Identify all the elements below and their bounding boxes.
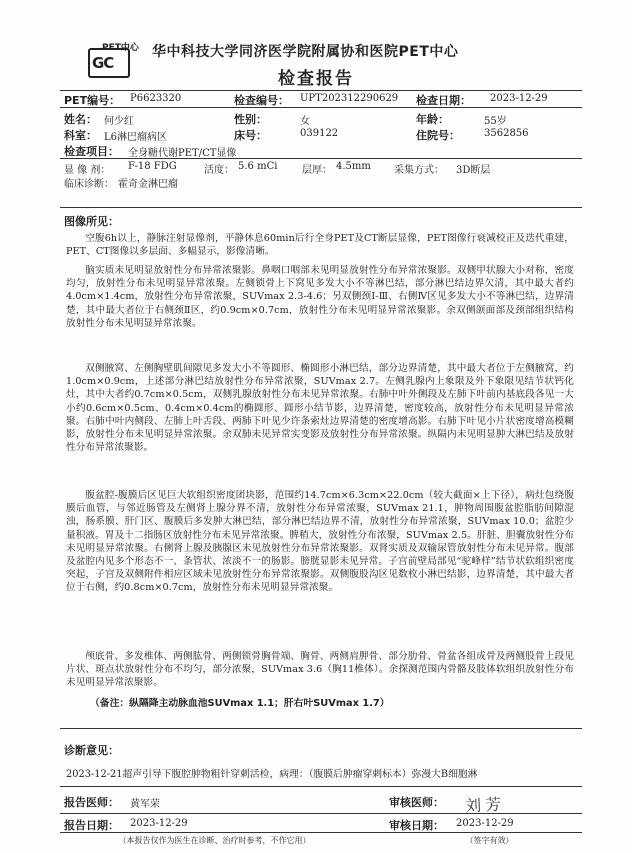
report-title: 检查报告 [278, 69, 354, 89]
findings-paragraph: 双侧腋窝、左侧胸壁肌间隙见多发大小不等圆形、椭圆形小淋巴结，部分边界清楚，其中最大者位于左侧腋窝，约1.0cm×0.9cm，上述部分淋巴结放射性分布异常浓聚，SUVmax 2.7。左侧乳腺内上象限及外下象限见结节状钙化灶，其中大者约0.7cm×0.5cm，双侧乳腺放射性分布未见异常浓聚。右肺中叶外侧段及左肺下叶前内基底段各见一大小约0.6cm×0.5cm、0.4cm×0.4cm的椭圆形、圆形小结节影，边界清楚，密度较高，放射性分布未见明显异常浓聚。右肺中叶内侧段、左肺上叶舌段、两肺下叶见少许条索灶边界清楚的密度增高影。右肺下叶见小片状密度增高模糊影，放射性分布未见明显异常浓聚。余双肺未见异常实变影及放射性分布异常浓聚。纵隔内未见明显肿大淋巴结及放射性分布异常浓聚影。 [66, 363, 574, 454]
reviewer-label: 审核医师： [389, 796, 444, 809]
patient-row-1 [64, 111, 578, 125]
clinical-row [64, 175, 578, 189]
exam-date-label: 检查日期： [416, 94, 471, 107]
findings-paragraph: 腹盆腔-腹膜后区见巨大软组织密度团块影，范围约14.7cm×6.3cm×22.0cm（较大截面×上下径），病灶包绕腹膜后血管，与邻近肠管及左侧肾上腺分界不清，放射性分布异常浓聚，SUVmax 21.1，肿物周围腹盆腔脂肪间隙混浊，肠系膜、肝门区、腹膜后多发肿大淋巴结，部分淋巴结边界不清，放射性分布异常浓聚，SUVmax 10.0；盆腔少量积液。胃及十二指肠区放射性分布未见异常浓聚。脾稍大，放射性分布浓聚，SUVmax 2.5。肝脏、胆囊放射性分布未见明显异常浓聚。右侧肾上腺及胰腺区未见放射性分布异常浓聚影。双肾实质及双输尿管放射性分布未见异常。腹部及盆腔内见多个形态不一、条管状、浓淡不一的肠影。膀胱显影未见异常。子宫前壁局部见“驼峰样”结节状软组织密度突起，子宫及双侧附件相应区域未见放射性分布异常浓聚影。双侧腹股沟区见数枚小淋巴结影，边界清楚，其中最大者位于右侧，约0.8cm×0.7cm，放射性分布未见明显异常浓聚。 [66, 490, 574, 594]
sex-label: 性别： [234, 113, 267, 126]
meta-row [64, 92, 578, 106]
diagnosis-heading: 诊断意见： [64, 744, 119, 757]
dept-label: 科室： [64, 129, 97, 142]
exam-date: 2023-12-29 [490, 93, 548, 104]
slice-label: 层厚： [302, 165, 332, 176]
patient-row-2 [64, 127, 578, 141]
divider [60, 107, 582, 108]
patient-name: 何少红 [104, 116, 134, 127]
divider [60, 832, 582, 833]
divider [60, 813, 582, 814]
patient-age: 55岁 [484, 116, 507, 127]
logo-mark: GC [92, 54, 114, 72]
doctor-label: 报告医师： [64, 796, 119, 809]
signature-valid-note: （签字有效） [465, 836, 514, 845]
logo-text: PET中心 [102, 43, 139, 53]
findings-heading: 图像所见： [64, 215, 119, 228]
pet-no: P6623320 [130, 93, 182, 104]
divider [60, 728, 582, 729]
divider [60, 786, 582, 787]
findings-paragraph: 脑实质未见明显放射性分布异常浓聚影。鼻咽口咽部未见明显放射性分布异常浓聚影。双侧甲状腺大小对称，密度均匀，放射性分布未见明显异常浓聚。左侧锁骨上下窝见多发大小不等淋巴结，部分淋巴结边界欠清，其中最大者约4.0cm×1.4cm，放射性分布异常浓聚，SUVmax 2.3-4.6；另双侧颈Ⅰ-Ⅲ、右侧Ⅳ区见多发大小不等淋巴结，边界清楚，其中最大者位于右侧颈Ⅱ区，约0.9cm×0.7cm，放射性分布未见明显异常浓聚影。余双侧颌面部及颈部组织结构放射性分布未见明显异常浓聚。 [66, 265, 574, 329]
patient-bed: 039122 [300, 128, 339, 139]
item-label: 检查项目： [64, 145, 119, 158]
slice-thickness: 4.5mm [336, 161, 371, 172]
reviewer-signature: 刘芳 [464, 794, 506, 816]
name-label: 姓名： [64, 113, 97, 126]
patient-sex: 女 [300, 116, 310, 127]
bed-label: 床号： [234, 129, 267, 142]
diagnosis-text: 2023-12-21超声引导下腹腔肿物粗针穿刺活检，病理：（腹膜后肿瘤穿刺标本）弥漫大B细胞淋 [66, 769, 478, 780]
findings-paragraph: 颅底骨、多发椎体、两侧肱骨、两侧锁骨胸骨端、胸骨、两侧肩胛骨、部分肋骨、骨盆各组成骨及两侧股骨上段见片状、斑点状放射性分布不均匀，部分浓聚，SUVmax 3.6（胸11椎体）。余探测范围内骨骼及肢体软组织放射性分布未见明显异常浓聚影。 [66, 651, 574, 689]
footer [0, 835, 632, 846]
exam-no-label: 检查编号： [234, 94, 289, 107]
divider [60, 158, 582, 159]
activity-label: 活度： [204, 165, 234, 176]
review-date-label: 审核日期： [389, 819, 444, 832]
clinical-label: 临床诊断： [64, 179, 114, 190]
findings-paragraph: 空腹6h以上，静脉注射显像剂，平静休息60min后行全身PET及CT断层显像，PET图像行衰减校正及迭代重建，PET、CT图像以多层面、多幅显示，影像清晰。 [66, 233, 574, 258]
activity: 5.6 mCi [238, 161, 278, 172]
tracer-label: 显 像 剂： [64, 165, 111, 176]
divider [60, 207, 582, 208]
inpatient-no: 3562856 [484, 128, 529, 139]
acquisition-mode: 3D断层 [456, 165, 491, 176]
tracer: F-18 FDG [128, 161, 177, 172]
report-date: 2023-12-29 [130, 818, 188, 829]
pet-no-label: PET编号： [64, 94, 121, 107]
exam-item: 全身糖代谢PET/CT显像 [128, 148, 237, 159]
inpatient-label: 住院号： [416, 129, 460, 142]
patient-dept: L6淋巴瘤病区 [104, 132, 168, 143]
divider [60, 90, 582, 91]
age-label: 年龄： [416, 113, 449, 126]
exam-no: UPT202312290629 [300, 93, 399, 104]
scan-row [64, 161, 578, 175]
patient-row-3 [64, 143, 578, 157]
findings-note: （备注：纵隔降主动脉血池SUVmax 1.1；肝右叶SUVmax 1.7） [90, 698, 390, 709]
hospital-name: 华中科技大学同济医学院附属协和医院PET中心 [152, 44, 459, 60]
date-row [64, 817, 578, 831]
report-date-label: 报告日期： [64, 819, 119, 832]
review-date: 2023-12-29 [456, 818, 514, 829]
mode-label: 采集方式： [394, 165, 444, 176]
clinical-diagnosis: 霍奇金淋巴瘤 [118, 179, 178, 190]
disclaimer: （本报告仅作为医生在诊断、治疗时参考，不作它用） [118, 836, 311, 845]
report-doctor: 黄军荣 [130, 799, 160, 810]
